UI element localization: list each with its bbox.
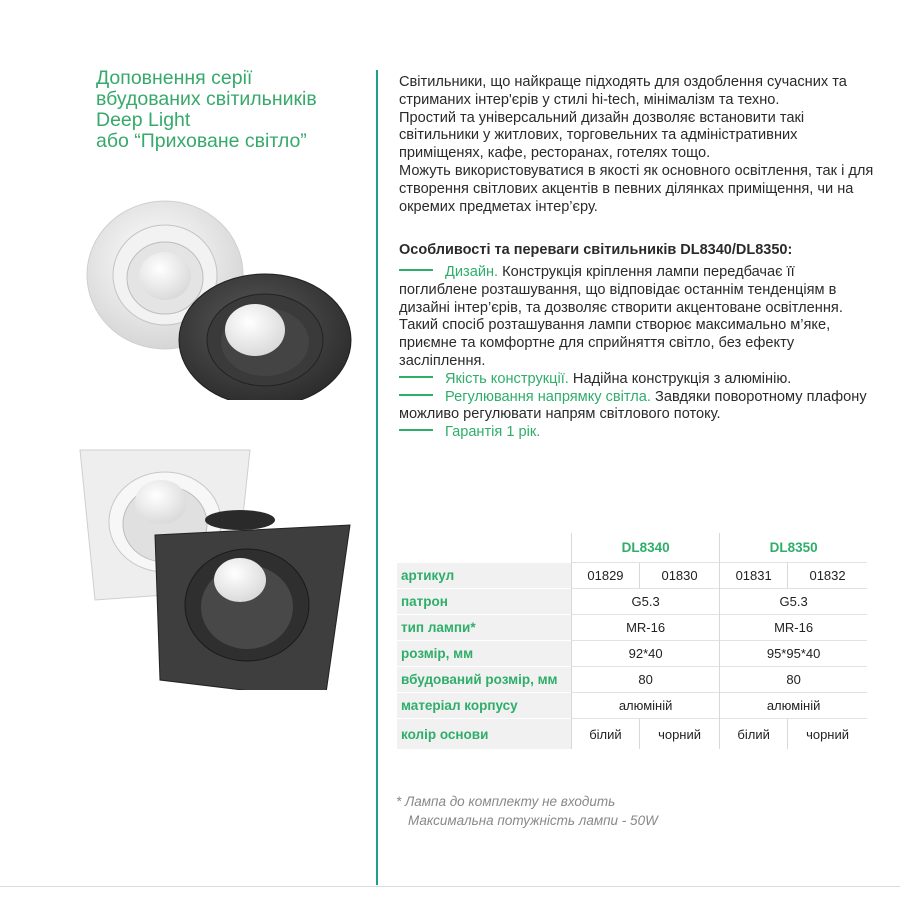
feature-item xyxy=(399,424,869,442)
table-row xyxy=(397,589,867,615)
intro-paragraph: Можуть використовуватися в якості як основного освітлення, так і для створення світлових акцентів в певних ділянках приміщення, чи на окремих предметах інтер’єру. xyxy=(399,162,874,215)
table-cell: чорний xyxy=(788,719,867,750)
feature-item xyxy=(399,389,869,425)
table-cell: MR-16 xyxy=(720,615,867,641)
table-cell: 01829 xyxy=(572,563,640,589)
table-cell: чорний xyxy=(639,719,719,750)
title-line: Доповнення серії xyxy=(96,67,253,89)
feature-text: Конструкція кріплення лампи передбачає її поглиблене розташування, що відповідає останнім тенденціям в дизайні інтер’єрів, та дозволяє створити акцентоване освітлення. Такий спосіб розташування лампи створює максимально м’яке, приємне та комфортне для сприйняття світло, без ефекту засліплення. xyxy=(399,264,843,369)
table-header-row xyxy=(397,533,867,563)
table-row xyxy=(397,693,867,719)
specs-table xyxy=(397,533,867,749)
features-list xyxy=(399,264,869,442)
table-row xyxy=(397,719,867,750)
feature-title: Дизайн. xyxy=(445,264,499,280)
feature-title: Якість конструкції. xyxy=(445,370,569,387)
title-line: вбудованих світильників xyxy=(96,88,317,110)
table-cell: 01831 xyxy=(720,563,788,589)
feature-item xyxy=(399,371,869,389)
table-cell: білий xyxy=(720,719,788,750)
row-label: патрон xyxy=(397,589,572,615)
intro-text xyxy=(399,74,879,216)
square-lamps-image xyxy=(75,440,355,690)
row-label: матеріал корпусу xyxy=(397,693,572,719)
table-cell: 92*40 xyxy=(572,641,720,667)
dash-marker xyxy=(399,394,433,396)
footnote: Максимальна потужність лампи - 50W xyxy=(408,813,658,828)
table-row xyxy=(397,615,867,641)
round-lamps-image xyxy=(85,200,360,400)
intro-paragraph: Світильники, що найкраще підходять для оздоблення сучасних та стриманих інтер'єрів у стилі hi-tech, мінімалізм та техно. xyxy=(399,74,847,108)
bottom-divider xyxy=(0,886,900,887)
table-row xyxy=(397,641,867,667)
vertical-divider xyxy=(376,70,378,885)
table-cell: MR-16 xyxy=(572,615,720,641)
dash-marker xyxy=(399,429,433,431)
row-label: вбудований розмір, мм xyxy=(397,667,572,693)
table-cell: G5.3 xyxy=(572,589,720,615)
table-cell: 80 xyxy=(720,667,867,693)
feature-title: Регулювання напрямку світла. xyxy=(445,388,651,405)
table-cell: алюміній xyxy=(720,693,867,719)
row-label: тип лампи* xyxy=(397,615,572,641)
row-label: артикул xyxy=(397,563,572,589)
feature-item xyxy=(399,264,869,371)
row-label: розмір, мм xyxy=(397,641,572,667)
table-cell: 01830 xyxy=(639,563,719,589)
intro-paragraph: Простий та універсальний дизайн дозволяє встановити такі світильники у житлових, торговельних та адміністративних приміщенях, кафе, ресторанах, готелях тощо. xyxy=(399,109,805,162)
dash-marker xyxy=(399,376,433,378)
title-line: Deep Light xyxy=(96,109,191,131)
model-header: DL8350 xyxy=(720,533,867,563)
page-title xyxy=(96,68,366,152)
model-header: DL8340 xyxy=(572,533,720,563)
features-heading: Особливості та переваги світильників DL8340/DL8350: xyxy=(399,242,793,258)
table-cell: алюміній xyxy=(572,693,720,719)
table-cell: 01832 xyxy=(788,563,867,589)
row-label: колір основи xyxy=(397,719,572,750)
feature-text: Надійна конструкція з алюмінію. xyxy=(568,370,792,387)
feature-text: Завдяки поворотному плафону можливо регулювати напрям світлового потоку. xyxy=(399,388,867,423)
table-row xyxy=(397,667,867,693)
dash-marker xyxy=(399,269,433,271)
table-cell: білий xyxy=(572,719,640,750)
table-cell: 80 xyxy=(572,667,720,693)
table-cell: 95*95*40 xyxy=(720,641,867,667)
footnote: * Лампа до комплекту не входить xyxy=(396,794,616,809)
table-cell: G5.3 xyxy=(720,589,867,615)
table-row xyxy=(397,563,867,589)
feature-title: Гарантія 1 рік. xyxy=(445,424,541,441)
title-line: або “Приховане світло” xyxy=(96,130,307,152)
